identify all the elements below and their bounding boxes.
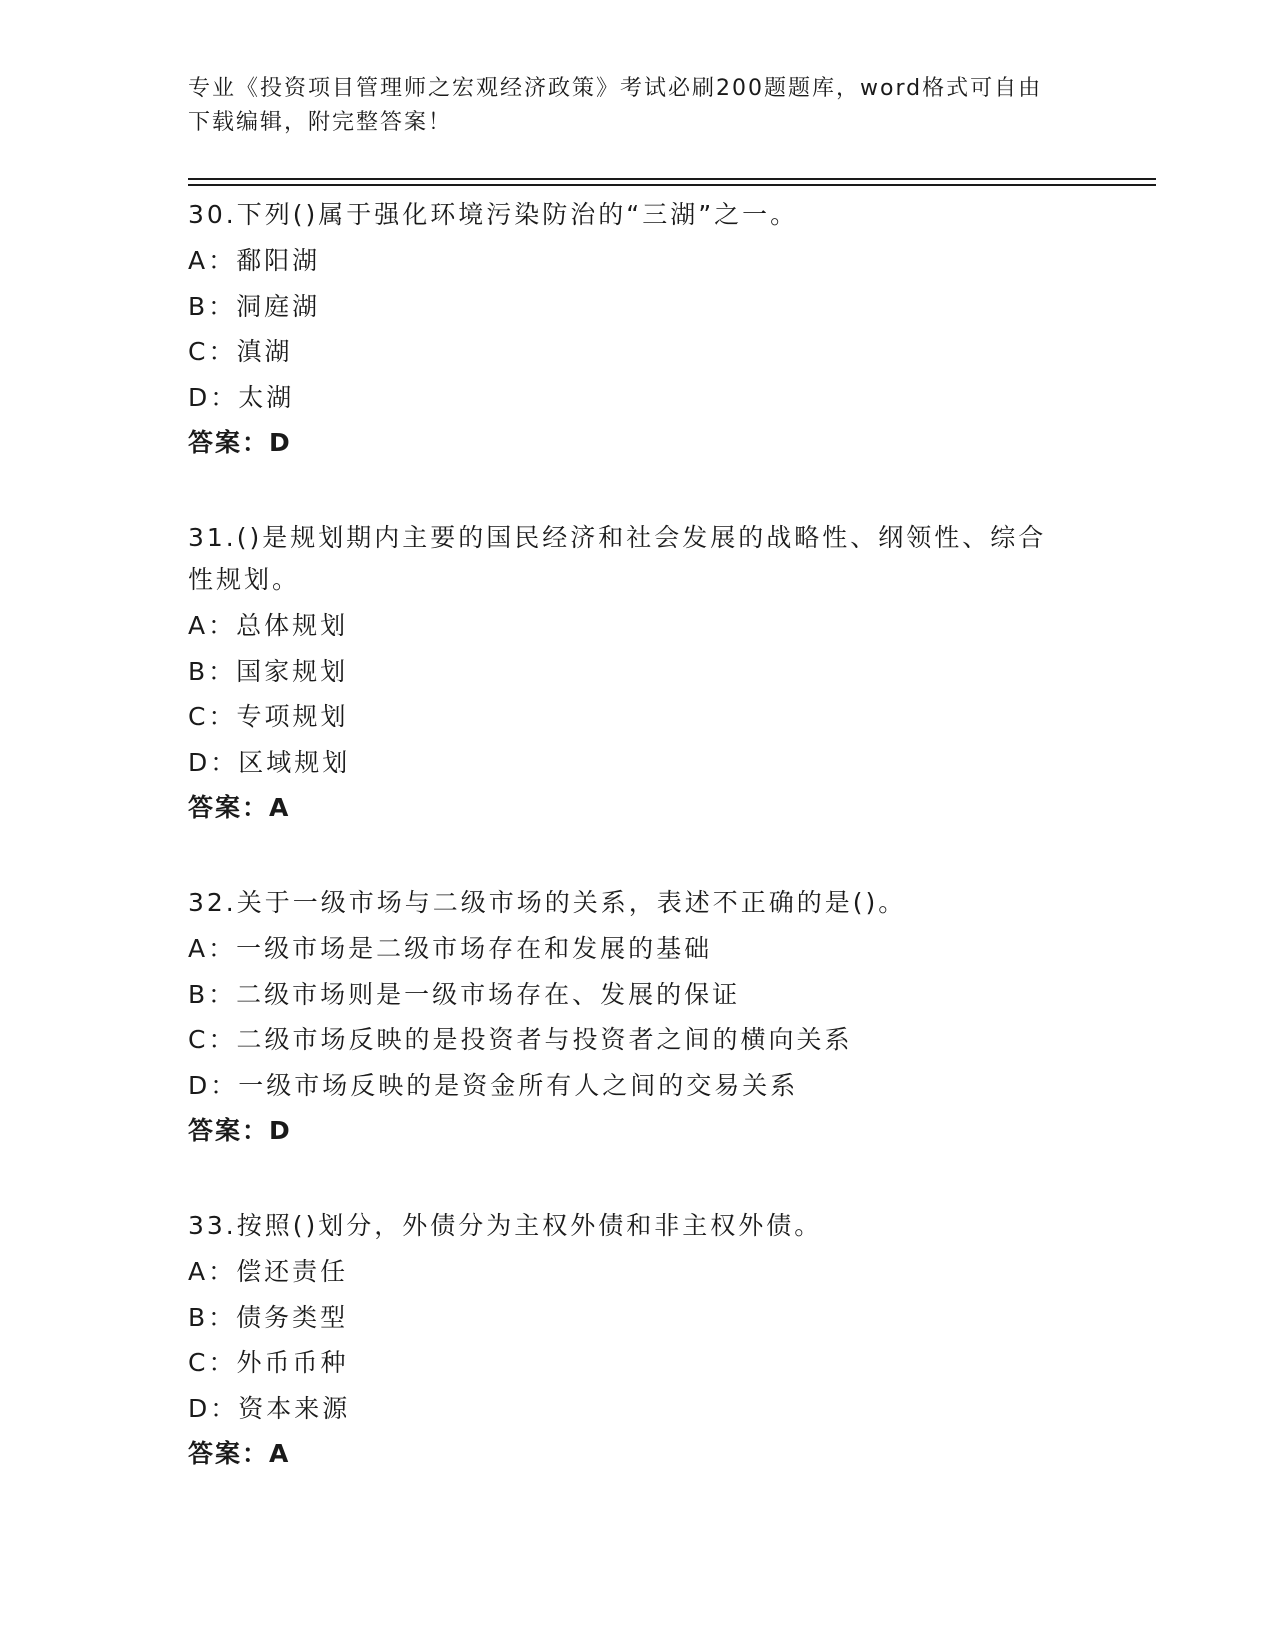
- option-b: B：二级市场则是一级市场存在、发展的保证: [188, 979, 741, 1009]
- option-a: A：偿还责任: [188, 1257, 349, 1286]
- spacer: [188, 466, 1088, 511]
- document-header: [188, 72, 1088, 140]
- question-stem: 33.按照()划分，外债分为主权外债和非主权外债。: [188, 1211, 823, 1240]
- option-c: C：外币币种: [188, 1348, 349, 1377]
- option-c: C：专项规划: [188, 702, 349, 731]
- option-b: B：洞庭湖: [188, 291, 321, 321]
- spacer: [188, 1154, 1088, 1199]
- option-c: C：滇湖: [188, 337, 293, 366]
- question-stem-continued: 性规划。: [188, 565, 301, 594]
- option-d: D：区域规划: [188, 747, 351, 777]
- option-a: A：鄱阳湖: [188, 246, 321, 275]
- header-divider-bottom: [188, 184, 1156, 186]
- answer: 答案：D: [188, 428, 292, 457]
- header-line-1: 专业《投资项目管理师之宏观经济政策》考试必刷200题题库，word格式可自由: [188, 76, 1043, 101]
- question-32: [188, 880, 1088, 1154]
- answer: 答案：A: [188, 793, 291, 822]
- answer: 答案：D: [188, 1116, 292, 1145]
- question-33: [188, 1203, 1088, 1477]
- option-a: A：总体规划: [188, 611, 349, 640]
- header-line-2: 下载编辑，附完整答案！: [188, 110, 453, 135]
- question-list: [188, 188, 1088, 1477]
- option-a: A：一级市场是二级市场存在和发展的基础: [188, 934, 713, 963]
- question-stem: 31.()是规划期内主要的国民经济和社会发展的战略性、纲领性、综合: [188, 523, 1047, 552]
- option-b: B：国家规划: [188, 656, 349, 686]
- option-d: D：一级市场反映的是资金所有人之间的交易关系: [188, 1070, 799, 1100]
- question-stem: 32.关于一级市场与二级市场的关系，表述不正确的是()。: [188, 888, 907, 917]
- question-30: [188, 192, 1088, 466]
- option-d: D：太湖: [188, 382, 295, 412]
- answer: 答案：A: [188, 1439, 291, 1468]
- header-divider-top: [188, 178, 1156, 180]
- option-c: C：二级市场反映的是投资者与投资者之间的横向关系: [188, 1025, 853, 1054]
- question-31: [188, 515, 1088, 831]
- question-stem: 30.下列()属于强化环境污染防治的“三湖”之一。: [188, 200, 799, 229]
- option-d: D：资本来源: [188, 1393, 351, 1423]
- spacer: [188, 831, 1088, 876]
- option-b: B：债务类型: [188, 1302, 349, 1332]
